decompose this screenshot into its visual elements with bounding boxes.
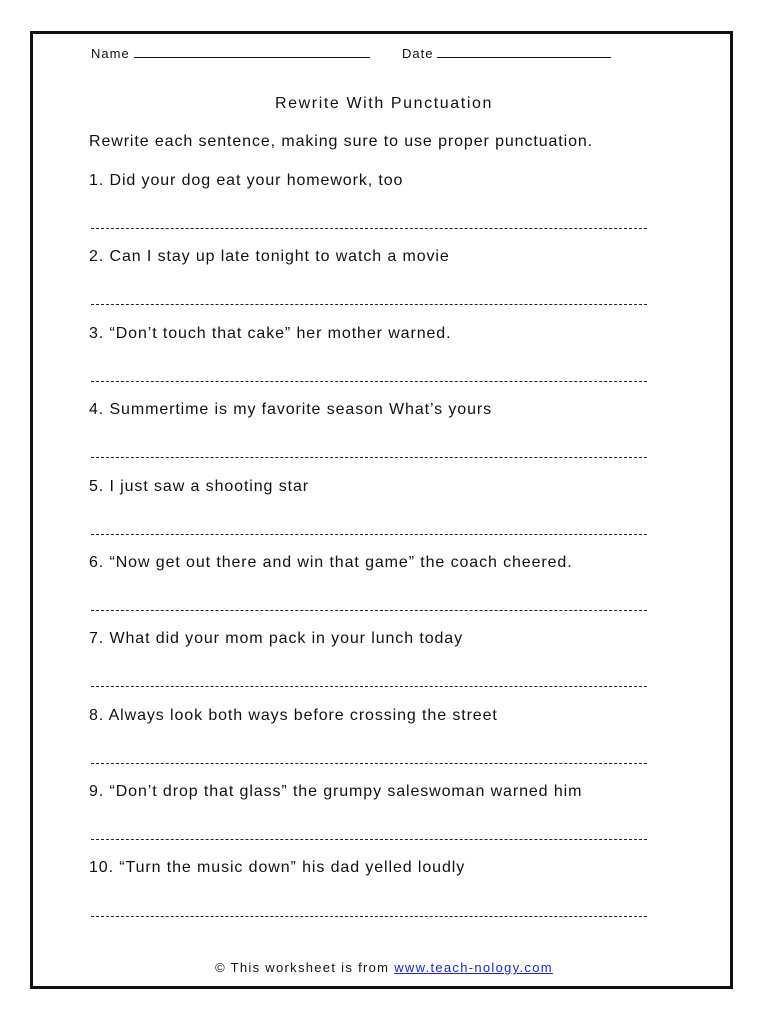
date-blank-line [437,47,611,58]
question-1: 1. Did your dog eat your homework, too [89,172,404,189]
question-9: 9. “Don’t drop that glass” the grumpy saleswoman warned him [89,783,583,800]
question-4: 4. Summertime is my favorite season What’s yours [89,401,493,418]
footer [0,960,768,975]
question-2: 2. Can I stay up late tonight to watch a movie [89,248,450,265]
answer-line-5 [91,534,647,535]
name-field [91,46,370,61]
question-10: 10. “Turn the music down” his dad yelled loudly [89,859,466,876]
answer-line-4 [91,457,647,458]
answer-line-7 [91,686,647,687]
answer-line-9 [91,839,647,840]
name-blank-line [134,47,370,58]
answer-line-10 [91,916,647,917]
instructions: Rewrite each sentence, making sure to use proper punctuation. [89,133,594,150]
date-field [402,46,611,61]
answer-line-2 [91,304,647,305]
question-6: 6. “Now get out there and win that game” the coach cheered. [89,554,573,571]
answer-line-3 [91,381,647,382]
worksheet-title: Rewrite With Punctuation [274,95,494,112]
answer-line-1 [91,228,647,229]
answer-line-8 [91,763,647,764]
question-8: 8. Always look both ways before crossing the street [89,707,498,724]
footer-text: © This worksheet is from [215,960,395,975]
date-label: Date [402,46,434,61]
question-3: 3. “Don’t touch that cake” her mother warned. [89,325,452,342]
name-label: Name [91,46,130,61]
question-7: 7. What did your mom pack in your lunch today [89,630,463,647]
footer-link[interactable]: www.teach-nology.com [394,960,553,975]
question-5: 5. I just saw a shooting star [89,478,309,495]
answer-line-6 [91,610,647,611]
